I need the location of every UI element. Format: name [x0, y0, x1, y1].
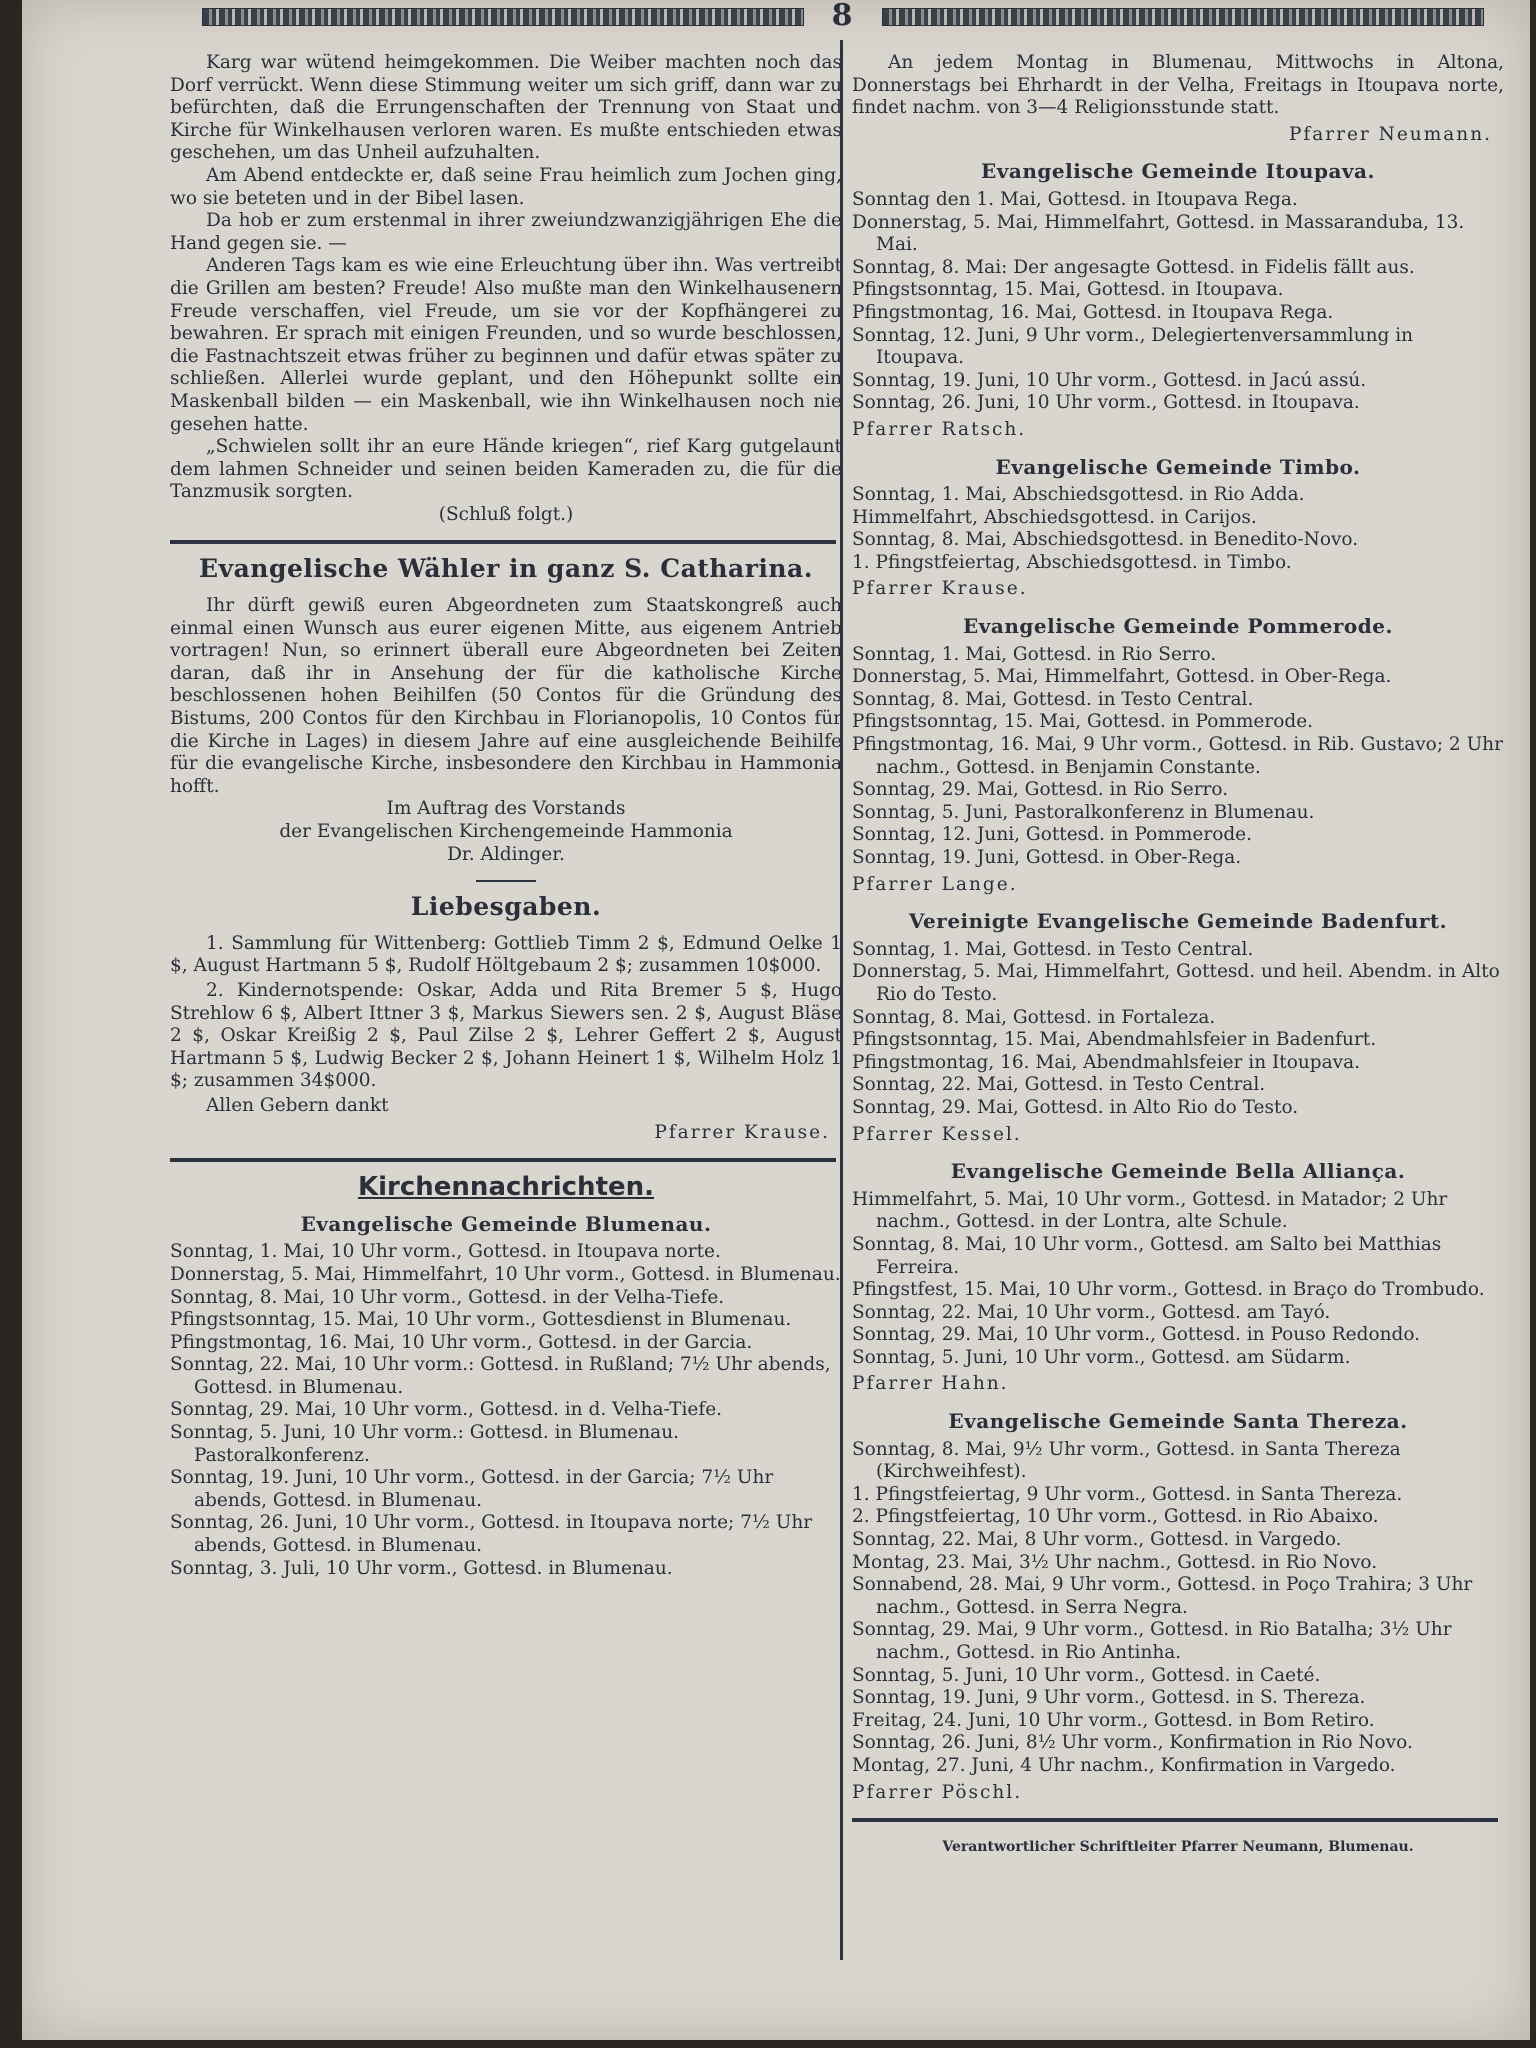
donations-section [170, 892, 842, 1144]
header-ornament-left [202, 8, 804, 26]
story-section [170, 52, 842, 526]
santa-thereza-section [852, 1410, 1504, 1804]
badenfurt-signature: Pfarrer Kessel. [852, 1123, 1022, 1145]
story-paragraph: Anderen Tags kam es wie eine Erleuchtung über ihn. Was vertreibt die Grillen am besten? Freude! Also mußte man den Winkelhausenern Freude verschaffen, viel Freude, um sie vor der Kopfhängerei zu bewahren. Er sprach mit einigen Freunden, und so wurde beschlossen, die Fastnachtszeit etwas früher zu beginnen und dafür etwas später zu schließen. Allerlei wurde geplant, und den Höhepunkt sollte ein Maskenball bilden — ein Maskenball, wie ihn Winkelhausen noch nie gesehen hatte. [170, 255, 842, 435]
page-header [202, 0, 1484, 33]
timbo-title: Evangelische Gemeinde Timbo. [995, 454, 1361, 479]
schedule-line: Sonntag, 8. Mai, Abschiedsgottesd. in Benedito-Novo. [852, 529, 1359, 551]
schedule-line: Sonntag, 1. Mai, Gottesd. in Rio Serro. [852, 643, 1217, 665]
itoupava-signature: Pfarrer Ratsch. [852, 418, 1027, 440]
editor-footer: Verantwortlicher Schriftleiter Pfarrer Neumann, Blumenau. [942, 1839, 1414, 1856]
itoupava-section [852, 160, 1504, 441]
schedule-line: Sonntag, 29. Mai, Gottesd. in Rio Serro. [852, 779, 1229, 801]
schedule-line: Sonntag, 5. Juni, 10 Uhr vorm., Gottesd. in Caeté. [852, 1664, 1321, 1686]
schedule-line: Montag, 23. Mai, 3½ Uhr nachm., Gottesd. in Rio Novo. [852, 1551, 1378, 1573]
schedule-line: Sonntag, 8. Mai, Gottesd. in Testo Central. [852, 688, 1254, 710]
schedule-line: Donnerstag, 5. Mai, Himmelfahrt, Gottesd. in Ober-Rega. [852, 666, 1392, 688]
right-column [852, 52, 1504, 1859]
schedule-line: Sonntag, 29. Mai, Gottesd. in Alto Rio do Testo. [852, 1096, 1299, 1118]
schedule-line: Sonntag, 8. Mai, 10 Uhr vorm., Gottesd. in der Velha-Tiefe. [170, 1286, 725, 1308]
section-rule [170, 1158, 836, 1162]
bella-allianca-signature: Pfarrer Hahn. [852, 1373, 1009, 1395]
religion-class-note: An jedem Montag in Blumenau, Mittwochs in Altona, Donnerstags bei Ehrhardt in der Velha, Freitags in Itoupava norte, findet nachm. von 3—4 Religionsstunde statt. [852, 52, 1504, 119]
schedule-line: Pfingstmontag, 16. Mai, Gottesd. in Itoupava Rega. [852, 301, 1334, 323]
appeal-signature-name: Dr. Aldinger. [447, 843, 565, 865]
schedule-line: Sonntag, 1. Mai, Abschiedsgottesd. in Rio Adda. [852, 484, 1305, 506]
schedule-line: Sonntag, 26. Juni, 8½ Uhr vorm., Konfirmation in Rio Novo. [852, 1732, 1413, 1754]
schedule-line: Pfingstsonntag, 15. Mai, Gottesd. in Pommerode. [852, 711, 1314, 733]
appeal-signature-line: der Evangelischen Kirchengemeinde Hammonia [279, 821, 733, 842]
schedule-line: Himmelfahrt, 5. Mai, 10 Uhr vorm., Gottesd. in Matador; 2 Uhr nachm., Gottesd. in der Lontra, alte Schule. [852, 1188, 1448, 1233]
schedule-line: Sonntag, 29. Mai, 10 Uhr vorm., Gottesd. in d. Velha-Tiefe. [170, 1399, 723, 1421]
schedule-line: Sonntag, 5. Juni, Pastoralkonferenz in Blumenau. [852, 801, 1315, 823]
story-paragraph: Karg war wütend heimgekommen. Die Weiber machten noch das Dorf verrückt. Wenn diese Stimmung weiter um sich griff, dann war zu befürchten, daß die Errungenschaften der Trennung von Staat und Kirche für Winkelhausen verloren waren. Es mußte entschieden etwas geschehen, um das Unheil aufzuhalten. [170, 52, 842, 164]
schedule-line: Donnerstag, 5. Mai, Himmelfahrt, Gottesd. in Massaranduba, 13. Mai. [852, 211, 1465, 256]
schedule-line: Himmelfahrt, Abschiedsgottesd. in Carijos. [852, 506, 1257, 528]
donation-item: 2. Kindernotspende: Oskar, Adda und Rita Bremer 5 $, Hugo Strehlow 6 $, Albert Ittner 3 $, Markus Siewers sen. 2 $, August Bläse 2 $, Oskar Kreißig 2 $, Paul Zilse 2 $, Lehrer Geffert 2 $, August Hartmann 5 $, Ludwig Becker 2 $, Johann Heinert 1 $, Wilhelm Holz 1 $; zusammen 34$000. [170, 979, 842, 1092]
schedule-line: Sonntag, 19. Juni, 10 Uhr vorm., Gottesd. in der Garcia; 7½ Uhr abends, Gottesd. in Blumenau. [170, 1467, 774, 1511]
schedule-line: Sonntag, 22. Mai, 8 Uhr vorm., Gottesd. in Vargedo. [852, 1529, 1342, 1551]
appeal-section [170, 554, 842, 882]
donations-thanks: Allen Gebern dankt [206, 1094, 389, 1116]
schedule-line: Sonntag, 5. Juni, 10 Uhr vorm.: Gottesd. in Blumenau. Pastoralkonferenz. [170, 1422, 679, 1466]
footer-rule [852, 1818, 1498, 1822]
schedule-line: Sonntag, 8. Mai, Gottesd. in Fortaleza. [852, 1006, 1216, 1028]
schedule-line: Sonntag, 5. Juni, 10 Uhr vorm., Gottesd. am Südarm. [852, 1346, 1351, 1368]
schedule-line: Sonnabend, 28. Mai, 9 Uhr vorm., Gottesd. in Poço Trahira; 3 Uhr nachm., Gottesd. in Serra Negra. [852, 1574, 1473, 1618]
schedule-line: Sonntag, 1. Mai, Gottesd. in Testo Central. [852, 938, 1254, 960]
schedule-line: Pfingstsonntag, 15. Mai, Gottesd. in Itoupava. [852, 279, 1284, 301]
schedule-line: Freitag, 24. Juni, 10 Uhr vorm., Gottesd. in Bom Retiro. [852, 1709, 1375, 1731]
itoupava-title: Evangelische Gemeinde Itoupava. [981, 159, 1375, 184]
schedule-line: Sonntag, 12. Juni, 9 Uhr vorm., Delegiertenversammlung in Itoupava. [852, 324, 1414, 369]
schedule-line: Pfingstsonntag, 15. Mai, Abendmahlsfeier in Badenfurt. [852, 1029, 1377, 1051]
blumenau-signature: Pfarrer Neumann. [1288, 123, 1492, 145]
blumenau-section [170, 1213, 842, 1581]
schedule-line: Sonntag, 12. Juni, Gottesd. in Pommerode. [852, 824, 1252, 846]
schedule-line: Donnerstag, 5. Mai, Himmelfahrt, Gottesd. und heil. Abendm. in Alto Rio do Testo. [852, 961, 1500, 1005]
story-paragraph: Da hob er zum erstenmal in ihrer zweiundzwanzigjährigen Ehe die Hand gegen sie. — [170, 210, 842, 254]
santa-thereza-title: Evangelische Gemeinde Santa Thereza. [948, 1409, 1408, 1434]
church-news-title: Kirchennachrichten. [357, 1172, 655, 1203]
schedule-line: Sonntag, 8. Mai, 9½ Uhr vorm., Gottesd. in Santa Thereza (Kirchweihfest). [852, 1438, 1401, 1483]
schedule-line: Sonntag, 29. Mai, 9 Uhr vorm., Gottesd. in Rio Batalha; 3½ Uhr nachm., Gottesd. in Rio Antinha. [852, 1619, 1452, 1663]
schedule-line: Donnerstag, 5. Mai, Himmelfahrt, 10 Uhr vorm., Gottesd. in Blumenau. [170, 1263, 841, 1285]
schedule-line: Sonntag, 29. Mai, 10 Uhr vorm., Gottesd. in Pouso Redondo. [852, 1324, 1421, 1346]
schedule-line: Sonntag, 19. Juni, Gottesd. in Ober-Rega. [852, 847, 1242, 868]
page-number: 8 [831, 0, 853, 33]
pommerode-title: Evangelische Gemeinde Pommerode. [963, 614, 1393, 639]
appeal-signature-line: Im Auftrag des Vorstands [386, 798, 626, 820]
santa-thereza-signature: Pfarrer Pöschl. [852, 1781, 1023, 1803]
short-divider [476, 880, 536, 882]
schedule-line: Montag, 27. Juni, 4 Uhr nachm., Konfirmation in Vargedo. [852, 1754, 1396, 1776]
schedule-line: Sonntag, 8. Mai: Der angesagte Gottesd. in Fidelis fällt aus. [852, 256, 1415, 278]
schedule-line: 1. Pfingstfeiertag, Abschiedsgottesd. in Timbo. [852, 551, 1292, 573]
appeal-title: Evangelische Wähler in ganz S. Catharina. [199, 554, 813, 584]
badenfurt-title: Vereinigte Evangelische Gemeinde Badenfurt. [908, 909, 1448, 934]
schedule-line: Sonntag, 3. Juli, 10 Uhr vorm., Gottesd. in Blumenau. [170, 1557, 673, 1579]
pommerode-signature: Pfarrer Lange. [852, 873, 1018, 895]
pommerode-section [852, 615, 1504, 896]
left-column [170, 52, 842, 1580]
story-paragraph: „Schwielen sollt ihr an eure Hände kriegen“, rief Karg gutgelaunt dem lahmen Schneider und seinen beiden Kameraden zu, die für die Tanzmusik sorgten. [170, 436, 842, 503]
schedule-line: Sonntag den 1. Mai, Gottesd. in Itoupava Rega. [852, 188, 1298, 210]
timbo-section [852, 456, 1504, 602]
schedule-line: Pfingstfest, 15. Mai, 10 Uhr vorm., Gottesd. in Braço do Trombudo. [852, 1279, 1485, 1301]
schedule-line: Pfingstmontag, 16. Mai, Abendmahlsfeier in Itoupava. [852, 1051, 1361, 1073]
section-rule [170, 540, 836, 544]
schedule-line: 2. Pfingstfeiertag, 10 Uhr vorm., Gottesd. in Rio Abaixo. [852, 1506, 1379, 1528]
schedule-line: Sonntag, 22. Mai, 10 Uhr vorm.: Gottesd. in Rußland; 7½ Uhr abends, Gottesd. in Blumenau. [170, 1354, 831, 1398]
schedule-line: Pfingstmontag, 16. Mai, 9 Uhr vorm., Gottesd. in Rib. Gustavo; 2 Uhr nachm., Gottesd. in Benjamin Constante. [852, 734, 1503, 778]
badenfurt-section [852, 910, 1504, 1146]
header-ornament-right [882, 8, 1484, 26]
timbo-signature: Pfarrer Krause. [852, 578, 1028, 600]
schedule-line: Pfingstmontag, 16. Mai, 10 Uhr vorm., Gottesd. in der Garcia. [170, 1331, 753, 1353]
donations-title: Liebesgaben. [410, 892, 602, 922]
schedule-line: Sonntag, 22. Mai, Gottesd. in Testo Central. [852, 1074, 1266, 1096]
schedule-line: Sonntag, 8. Mai, 10 Uhr vorm., Gottesd. am Salto bei Matthias Ferreira. [852, 1233, 1442, 1278]
schedule-line: Sonntag, 19. Juni, 10 Uhr vorm., Gottesd. in Jacú assú. [852, 369, 1367, 391]
schedule-line: Sonntag, 22. Mai, 10 Uhr vorm., Gottesd. am Tayó. [852, 1301, 1331, 1323]
bella-allianca-title: Evangelische Gemeinde Bella Alliança. [950, 1159, 1406, 1184]
schedule-line: Sonntag, 26. Juni, 10 Uhr vorm., Gottesd. in Itoupava. [852, 392, 1360, 414]
bella-allianca-section [852, 1160, 1504, 1396]
schedule-line: 1. Pfingstfeiertag, 9 Uhr vorm., Gottesd. in Santa Thereza. [852, 1483, 1403, 1505]
schedule-line: Sonntag, 19. Juni, 9 Uhr vorm., Gottesd. in S. Thereza. [852, 1687, 1366, 1709]
continued-note: (Schluß folgt.) [438, 503, 574, 525]
schedule-line: Sonntag, 26. Juni, 10 Uhr vorm., Gottesd. in Itoupava norte; 7½ Uhr abends, Gottesd. in Blumenau. [170, 1512, 813, 1557]
story-paragraph: Am Abend entdeckte er, daß seine Frau heimlich zum Jochen ging, wo sie beteten und in der Bibel lasen. [170, 164, 842, 209]
appeal-body: Ihr dürft gewiß euren Abgeordneten zum Staatskongreß auch einmal einen Wunsch aus eurer eigenen Mitte, aus eigenem Antrieb vortragen! Nun, so erinnert überall eure Abgeordneten bei Zeiten daran, daß ihr in Ansehung der für die katholische Kirche beschlossenen hohen Beihilfen (50 Contos für die Gründung des Bistums, 200 Contos für den Kirchbau in Florianopolis, 10 Contos für die Kirche in Lages) in diesem Jahre auf eine ausgleichende Beihilfe für die evangelische Kirche, insbesondere den Kirchbau in Hammonia hofft. [170, 595, 842, 797]
newspaper-page [22, 0, 1530, 2040]
schedule-line: Pfingstsonntag, 15. Mai, 10 Uhr vorm., Gottesdienst in Blumenau. [170, 1309, 792, 1331]
blumenau-title: Evangelische Gemeinde Blumenau. [300, 1211, 712, 1236]
donation-item: 1. Sammlung für Wittenberg: Gottlieb Timm 2 $, Edmund Oelke 1 $, August Hartmann 5 $, Rudolf Höltgebaum 2 $; zusammen 10$000. [170, 932, 842, 977]
schedule-line: Sonntag, 1. Mai, 10 Uhr vorm., Gottesd. in Itoupava norte. [170, 1241, 721, 1263]
donations-signature: Pfarrer Krause. [654, 1121, 830, 1143]
